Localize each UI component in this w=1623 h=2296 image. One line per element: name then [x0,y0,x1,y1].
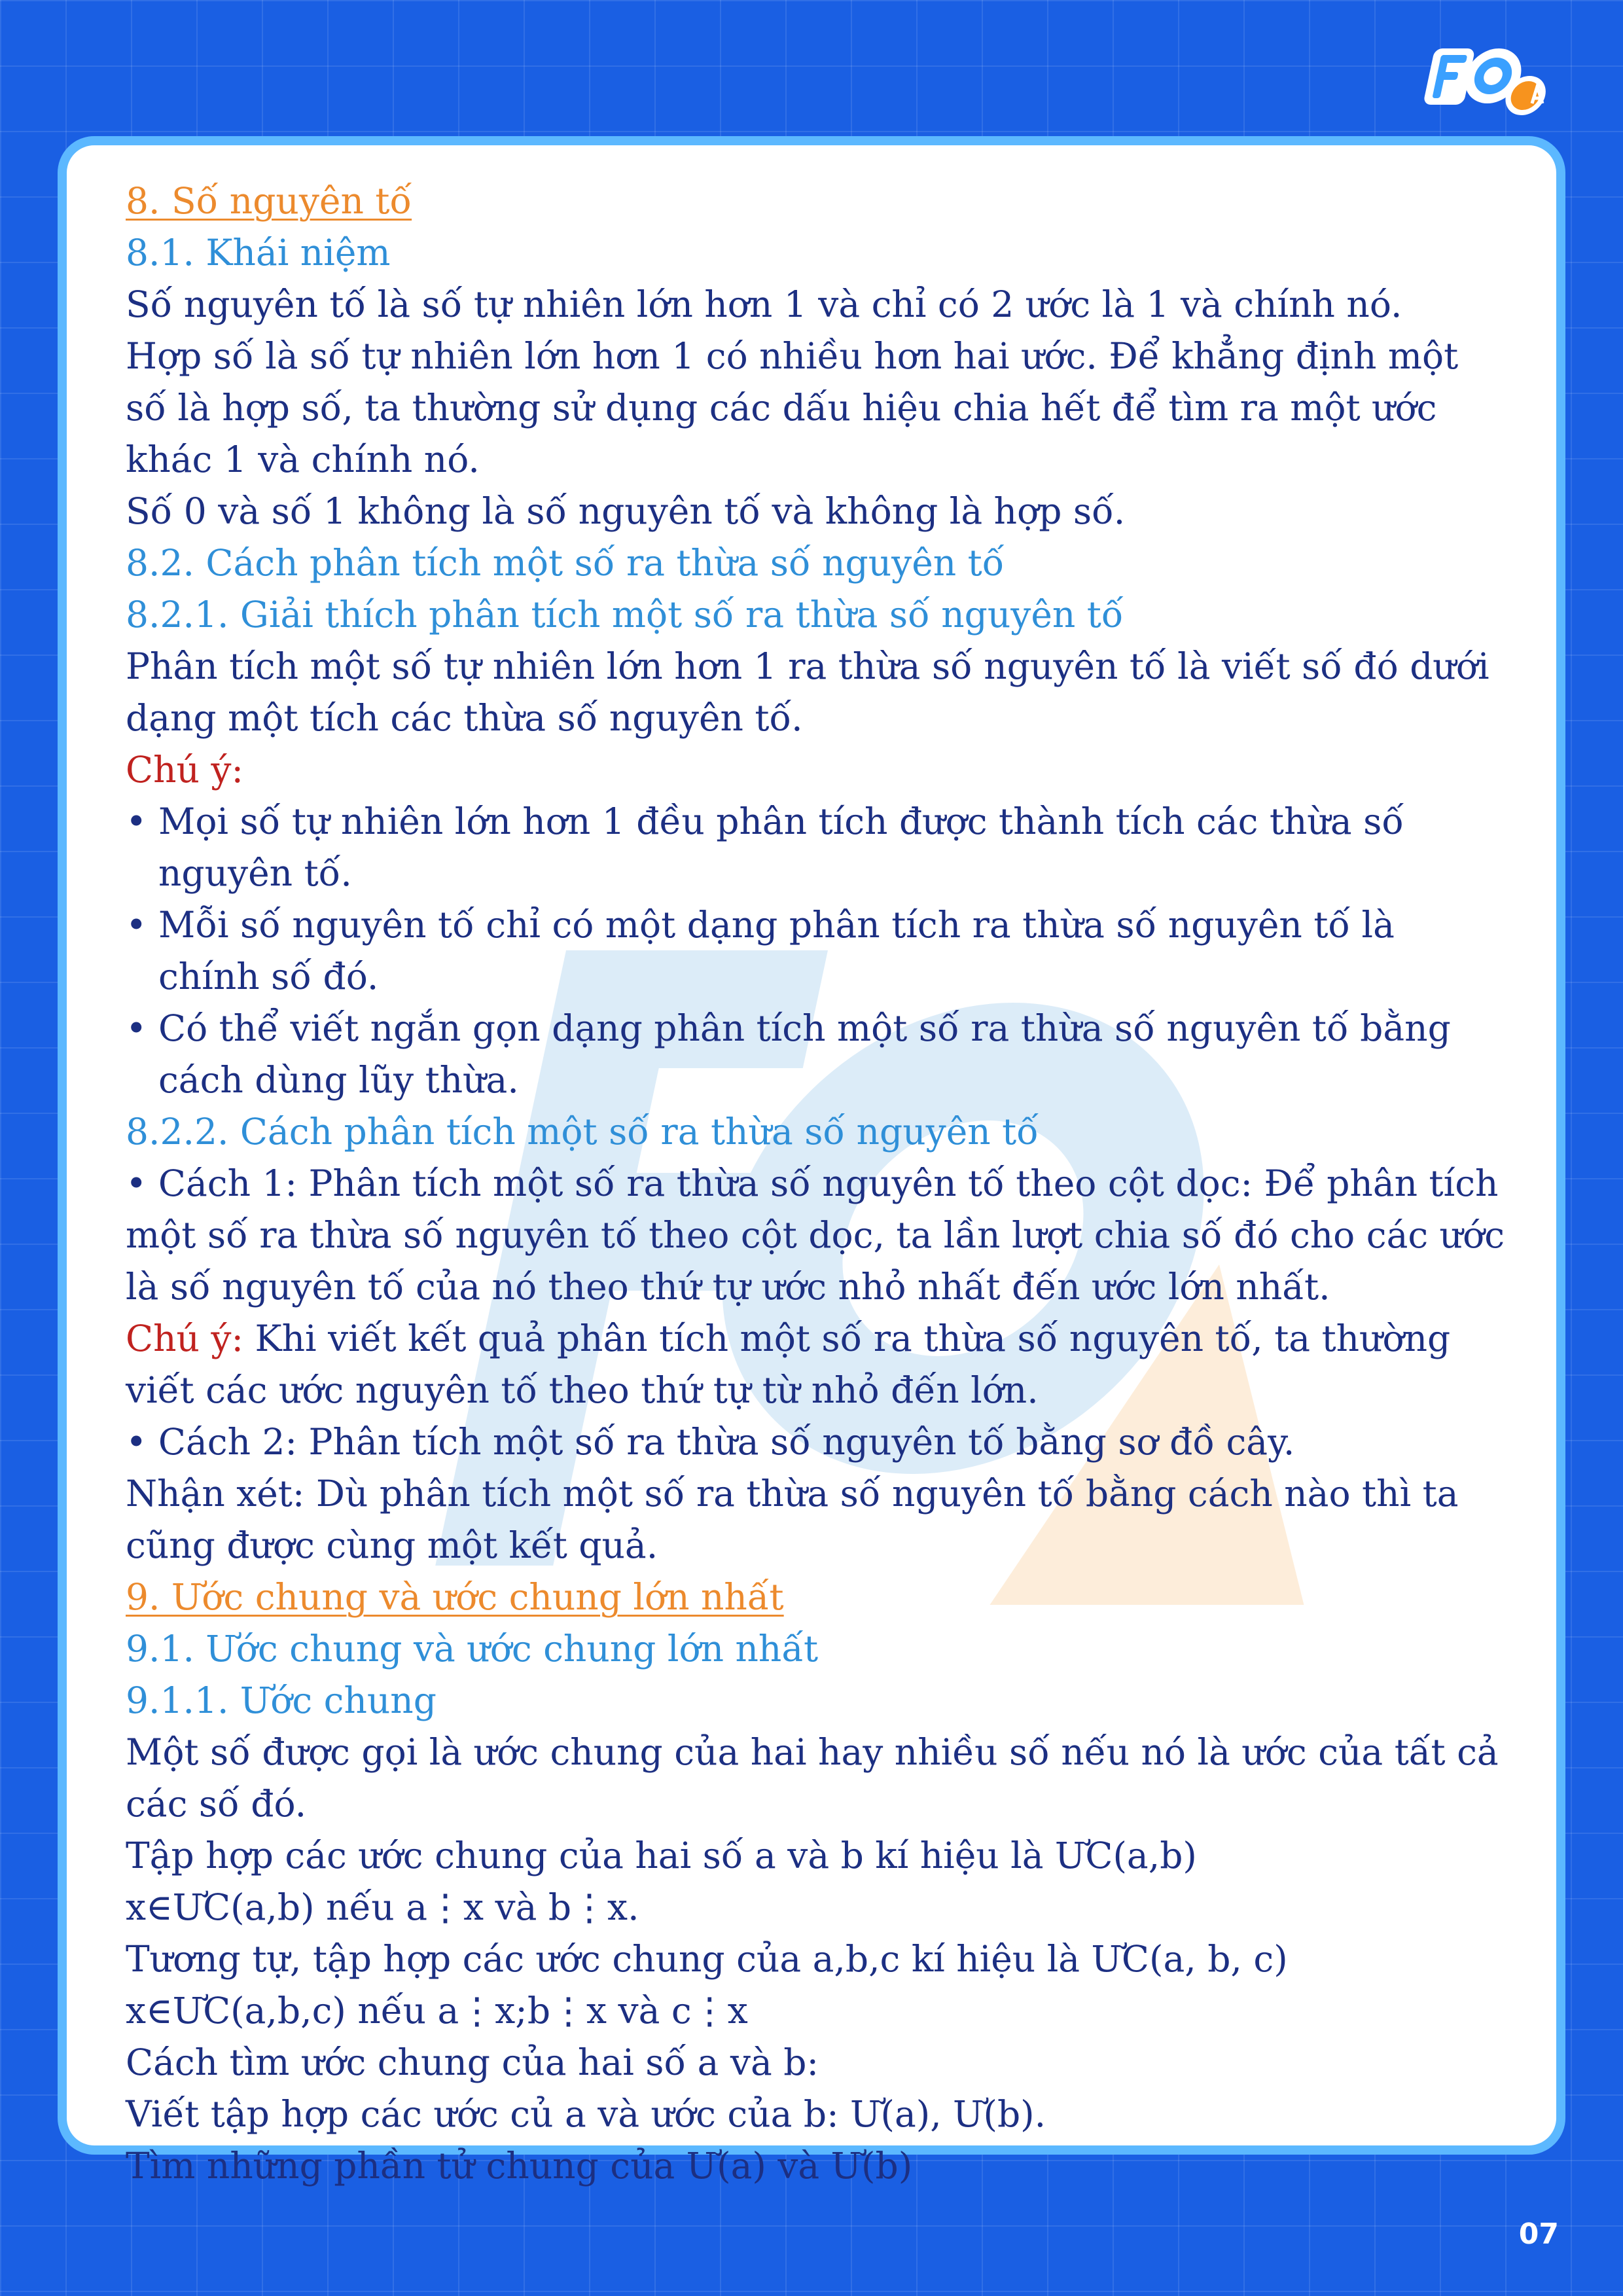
paragraph: Tập hợp các ước chung của hai số a và b kí hiệu là ƯC(a,b) [126,1835,1197,1876]
paragraph: • Cách 2: Phân tích một số ra thừa số nguyên tố bằng sơ đồ cây. [126,1421,1295,1463]
bullet-icon: • [126,800,147,842]
subsection-heading: 9.1.1. Ước chung [126,1679,437,1721]
bullet-icon: • [126,1007,147,1049]
subsection-heading: 8.2.1. Giải thích phân tích một số ra thừa số nguyên tố [126,594,1124,636]
paragraph: Nhận xét: Dù phân tích một số ra thừa số nguyên tố bằng cách nào thì ta cũng được cùng một kết quả. [126,1473,1459,1566]
bullet-item [126,1003,1507,1106]
subsection-heading: 8.1. Khái niệm [126,232,391,274]
paragraph: Một số được gọi là ước chung của hai hay nhiều số nếu nó là ước của tất cả các số đó. [126,1731,1499,1825]
section-heading: 8. Số nguyên tố [126,180,412,222]
paragraph: • Cách 1: Phân tích một số ra thừa số nguyên tố theo cột dọc: Để phân tích một số ra thừa số nguyên tố theo cột dọc, ta lần lượt chia số đó cho các ước là số nguyên tố của nó theo thứ tự ước nhỏ nhất đến ước lớn nhất. [126,1162,1505,1308]
content-body [126,175,1507,2192]
paragraph: x∈ƯC(a,b,c) nếu a⋮x;b⋮x và c⋮x [126,1990,748,2032]
section-heading: 9. Ước chung và ước chung lớn nhất [126,1576,784,1618]
note-label: Chú ý: [126,749,244,791]
bullet-item [126,899,1507,1003]
bullet-text: Có thể viết ngắn gọn dạng phân tích một số ra thừa số nguyên tố bằng cách dùng lũy thừa. [158,1007,1451,1101]
paragraph: Số nguyên tố là số tự nhiên lớn hơn 1 và chỉ có 2 ước là 1 và chính nó. [126,283,1402,325]
paragraph: Cách tìm ước chung của hai số a và b: [126,2041,819,2083]
paragraph: Tương tự, tập hợp các ước chung của a,b,c kí hiệu là ƯC(a, b, c) [126,1938,1288,1980]
note-text: Khi viết kết quả phân tích một số ra thừa số nguyên tố, ta thường viết các ước nguyên tố theo thứ tự từ nhỏ đến lớn. [126,1318,1451,1411]
paragraph: Viết tập hợp các ước củ a và ước của b: Ư(a), Ư(b). [126,2093,1046,2135]
paragraph: Phân tích một số tự nhiên lớn hơn 1 ra thừa số nguyên tố là viết số đó dưới dạng một tích các thừa số nguyên tố. [126,645,1489,739]
bullet-text: Mọi số tự nhiên lớn hơn 1 đều phân tích được thành tích các thừa số nguyên tố. [158,800,1404,894]
paragraph: Hợp số là số tự nhiên lớn hơn 1 có nhiều hơn hai ước. Để khẳng định một số là hợp số, ta thường sử dụng các dấu hiệu chia hết để tìm ra một ước khác 1 và chính nó. [126,335,1459,480]
bullet-icon: • [126,904,147,946]
bullet-text: Mỗi số nguyên tố chỉ có một dạng phân tích ra thừa số nguyên tố là chính số đó. [158,904,1395,997]
page-number: 07 [1518,2217,1559,2251]
paragraph [126,1313,1507,1416]
paragraph: x∈ƯC(a,b) nếu a⋮x và b⋮x. [126,1886,639,1928]
subsection-heading: 8.2.2. Cách phân tích một số ra thừa số nguyên tố [126,1111,1039,1153]
fqa-logo-icon [1417,41,1558,119]
subsection-heading: 9.1. Ước chung và ước chung lớn nhất [126,1628,819,1670]
paragraph: Tìm những phần tử chung của Ư(a) và Ư(b) [126,2145,913,2187]
paragraph: Số 0 và số 1 không là số nguyên tố và không là hợp số. [126,490,1126,532]
bullet-item [126,796,1507,899]
note-label: Chú ý: [126,1318,244,1359]
subsection-heading: 8.2. Cách phân tích một số ra thừa số nguyên tố [126,542,1005,584]
